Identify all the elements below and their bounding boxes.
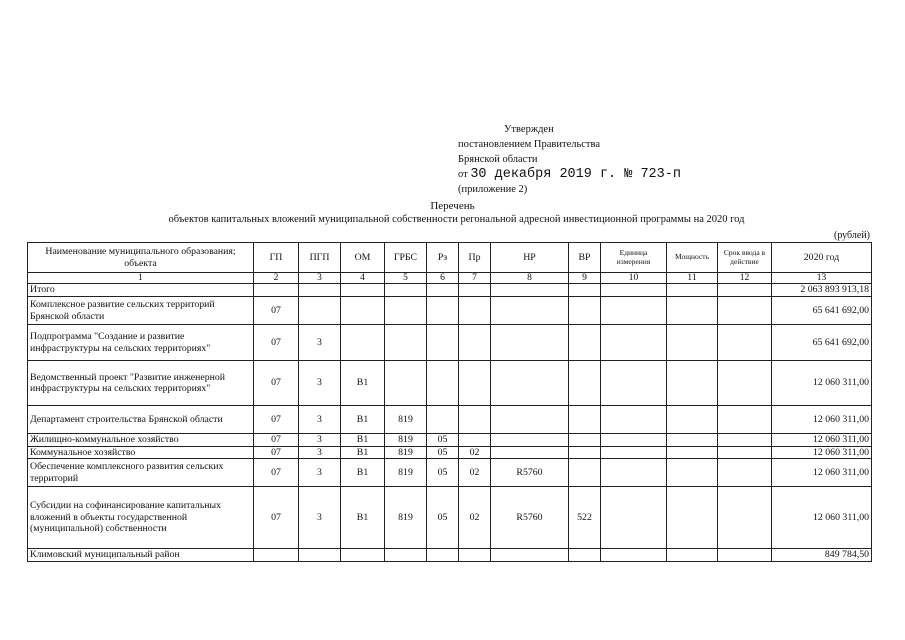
- code-cell: 02: [459, 459, 491, 487]
- code-cell: 3: [299, 459, 341, 487]
- code-cell: 3: [299, 325, 341, 361]
- row-name-cell: Ведомственный проект "Развитие инженерной инфраструктуры на сельских территориях": [28, 361, 254, 406]
- code-cell: [341, 297, 385, 325]
- code-cell: 3: [299, 487, 341, 549]
- header-capacity: Мощность: [667, 243, 718, 273]
- code-cell: 3: [299, 434, 341, 447]
- code-cell: 819: [385, 446, 427, 459]
- decree-date: 30 декабря 2019 г. № 723-п: [470, 167, 681, 182]
- header-pr: Пр: [459, 243, 491, 273]
- code-cell: [491, 325, 569, 361]
- code-cell: [459, 284, 491, 297]
- row-name-cell: Коммунальное хозяйство: [28, 446, 254, 459]
- table-body: [28, 243, 872, 562]
- appendix-note: (приложение 2): [458, 184, 528, 195]
- header-vr: ВР: [569, 243, 601, 273]
- column-number: 3: [299, 273, 341, 284]
- code-cell: [341, 549, 385, 562]
- code-cell: [491, 549, 569, 562]
- code-cell: 07: [254, 434, 299, 447]
- column-number: 2: [254, 273, 299, 284]
- code-cell: 05: [427, 446, 459, 459]
- code-cell: [385, 297, 427, 325]
- approval-block: [458, 122, 681, 197]
- column-number: 10: [601, 273, 667, 284]
- code-cell: [601, 549, 667, 562]
- table-row: [28, 487, 872, 549]
- code-cell: [718, 284, 772, 297]
- code-cell: [385, 325, 427, 361]
- investment-table: [27, 242, 872, 562]
- row-name-cell: Жилищно-коммунальное хозяйство: [28, 434, 254, 447]
- code-cell: [459, 406, 491, 434]
- column-number: 11: [667, 273, 718, 284]
- units-label: (рублей): [833, 230, 870, 241]
- row-name-cell: Обеспечение комплексного развития сельских территорий: [28, 459, 254, 487]
- row-name-cell: Комплексное развитие сельских территорий Брянской области: [28, 297, 254, 325]
- date-prefix: от: [458, 169, 468, 180]
- code-cell: [427, 284, 459, 297]
- code-cell: [459, 434, 491, 447]
- code-cell: [341, 284, 385, 297]
- code-cell: [569, 459, 601, 487]
- code-cell: [667, 406, 718, 434]
- code-cell: 819: [385, 487, 427, 549]
- approved-by-line: постановлением Правительства: [458, 139, 601, 150]
- header-row: [28, 243, 872, 273]
- code-cell: [601, 361, 667, 406]
- code-cell: [459, 361, 491, 406]
- code-cell: [459, 549, 491, 562]
- code-cell: [718, 406, 772, 434]
- code-cell: [569, 406, 601, 434]
- amount-cell: 12 060 311,00: [772, 446, 872, 459]
- code-cell: [718, 446, 772, 459]
- code-cell: [667, 446, 718, 459]
- approved-date-line: [458, 167, 681, 182]
- code-cell: В1: [341, 361, 385, 406]
- amount-cell: 65 641 692,00: [772, 297, 872, 325]
- code-cell: [341, 325, 385, 361]
- column-number: 5: [385, 273, 427, 284]
- code-cell: [667, 297, 718, 325]
- code-cell: [569, 446, 601, 459]
- code-cell: [601, 284, 667, 297]
- column-number: 9: [569, 273, 601, 284]
- code-cell: [427, 361, 459, 406]
- code-cell: R5760: [491, 459, 569, 487]
- column-number-row: [28, 273, 872, 284]
- code-cell: 3: [299, 406, 341, 434]
- code-cell: 07: [254, 487, 299, 549]
- code-cell: В1: [341, 459, 385, 487]
- code-cell: [427, 549, 459, 562]
- code-cell: В1: [341, 406, 385, 434]
- code-cell: [459, 325, 491, 361]
- code-cell: [601, 446, 667, 459]
- code-cell: [299, 284, 341, 297]
- code-cell: В1: [341, 434, 385, 447]
- code-cell: 819: [385, 459, 427, 487]
- header-pgp: ПГП: [299, 243, 341, 273]
- header-grbs: ГРБС: [385, 243, 427, 273]
- code-cell: [601, 325, 667, 361]
- column-number: 12: [718, 273, 772, 284]
- code-cell: [254, 549, 299, 562]
- table-row: [28, 361, 872, 406]
- code-cell: [718, 434, 772, 447]
- code-cell: 07: [254, 459, 299, 487]
- amount-cell: 2 063 893 913,18: [772, 284, 872, 297]
- document-title: Перечень: [430, 200, 475, 212]
- row-name-cell: Итого: [28, 284, 254, 297]
- code-cell: [601, 434, 667, 447]
- code-cell: [569, 325, 601, 361]
- approved-label: Утвержден: [504, 124, 554, 135]
- table-row: [28, 549, 872, 562]
- header-year: 2020 год: [772, 243, 872, 273]
- code-cell: [569, 434, 601, 447]
- code-cell: [299, 297, 341, 325]
- row-name-cell: Климовский муниципальный район: [28, 549, 254, 562]
- code-cell: [667, 361, 718, 406]
- table-row: [28, 446, 872, 459]
- code-cell: [427, 297, 459, 325]
- header-rz: Рз: [427, 243, 459, 273]
- table-row: [28, 297, 872, 325]
- code-cell: [601, 406, 667, 434]
- document-subtitle: объектов капитальных вложений муниципальной собственности регональной адресной инвестиционной программы на 2020 год: [168, 214, 745, 225]
- row-name-cell: Департамент строительства Брянской области: [28, 406, 254, 434]
- code-cell: [491, 434, 569, 447]
- header-gp: ГП: [254, 243, 299, 273]
- code-cell: 07: [254, 406, 299, 434]
- code-cell: 07: [254, 297, 299, 325]
- column-number: 1: [28, 273, 254, 284]
- amount-cell: 12 060 311,00: [772, 459, 872, 487]
- code-cell: [254, 284, 299, 297]
- amount-cell: 65 641 692,00: [772, 325, 872, 361]
- table-row: [28, 434, 872, 447]
- code-cell: [385, 284, 427, 297]
- amount-cell: 12 060 311,00: [772, 361, 872, 406]
- code-cell: [491, 446, 569, 459]
- code-cell: [601, 297, 667, 325]
- code-cell: [299, 549, 341, 562]
- code-cell: 05: [427, 487, 459, 549]
- code-cell: R5760: [491, 487, 569, 549]
- code-cell: [718, 459, 772, 487]
- table-row: [28, 406, 872, 434]
- code-cell: [491, 297, 569, 325]
- code-cell: 819: [385, 406, 427, 434]
- code-cell: [601, 487, 667, 549]
- header-commission: Срок ввода в действие: [718, 243, 772, 273]
- table-row: [28, 459, 872, 487]
- code-cell: 522: [569, 487, 601, 549]
- code-cell: 02: [459, 446, 491, 459]
- column-number: 4: [341, 273, 385, 284]
- code-cell: [385, 361, 427, 406]
- column-number: 7: [459, 273, 491, 284]
- row-name-cell: Подпрограмма "Создание и развитие инфраструктуры на сельских территориях": [28, 325, 254, 361]
- code-cell: [667, 434, 718, 447]
- code-cell: 05: [427, 459, 459, 487]
- code-cell: 05: [427, 434, 459, 447]
- header-nr: НР: [491, 243, 569, 273]
- code-cell: [569, 361, 601, 406]
- code-cell: [569, 549, 601, 562]
- code-cell: 07: [254, 325, 299, 361]
- column-number: 6: [427, 273, 459, 284]
- code-cell: 07: [254, 446, 299, 459]
- amount-cell: 12 060 311,00: [772, 434, 872, 447]
- code-cell: 3: [299, 361, 341, 406]
- code-cell: [667, 459, 718, 487]
- code-cell: [427, 406, 459, 434]
- code-cell: [569, 284, 601, 297]
- row-name-cell: Субсидии на софинансирование капитальных вложений в объекты государственной (муниципальной) собственности: [28, 487, 254, 549]
- code-cell: [718, 487, 772, 549]
- code-cell: [569, 297, 601, 325]
- code-cell: [718, 361, 772, 406]
- column-number: 8: [491, 273, 569, 284]
- code-cell: [491, 284, 569, 297]
- code-cell: [667, 487, 718, 549]
- code-cell: [667, 549, 718, 562]
- code-cell: В1: [341, 446, 385, 459]
- code-cell: [491, 361, 569, 406]
- column-number: 13: [772, 273, 872, 284]
- amount-cell: 12 060 311,00: [772, 487, 872, 549]
- code-cell: 3: [299, 446, 341, 459]
- code-cell: [601, 459, 667, 487]
- table-row: [28, 284, 872, 297]
- table-row: [28, 325, 872, 361]
- code-cell: [385, 549, 427, 562]
- code-cell: [718, 325, 772, 361]
- header-unit: Единица измерения: [601, 243, 667, 273]
- approved-region-line: Брянской области: [458, 154, 538, 165]
- code-cell: 02: [459, 487, 491, 549]
- code-cell: [718, 549, 772, 562]
- code-cell: [459, 297, 491, 325]
- code-cell: [427, 325, 459, 361]
- code-cell: [667, 284, 718, 297]
- header-om: ОМ: [341, 243, 385, 273]
- code-cell: [491, 406, 569, 434]
- code-cell: 819: [385, 434, 427, 447]
- header-name: Наименование муниципального образования; объекта: [28, 243, 254, 273]
- amount-cell: 12 060 311,00: [772, 406, 872, 434]
- code-cell: [718, 297, 772, 325]
- code-cell: [667, 325, 718, 361]
- code-cell: 07: [254, 361, 299, 406]
- code-cell: В1: [341, 487, 385, 549]
- amount-cell: 849 784,50: [772, 549, 872, 562]
